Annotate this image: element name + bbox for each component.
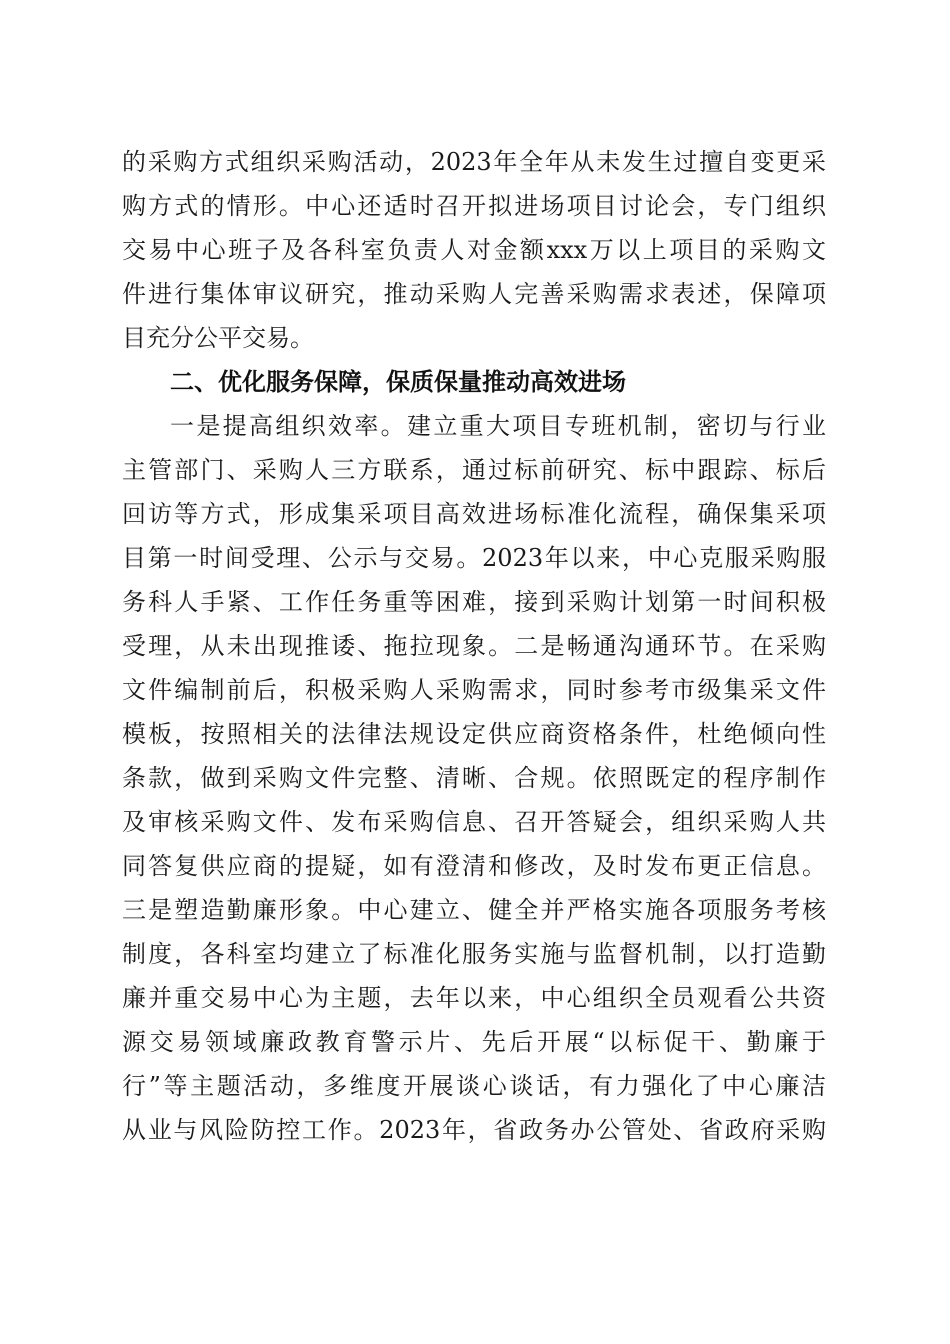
- text-line: 源交易领域廉政教育警示片、先后开展“以标促干、勤廉于: [122, 1028, 826, 1056]
- text-line: 及审核采购文件、发布采购信息、召开答疑会，组织采购人共: [122, 808, 826, 836]
- text-line: 模板，按照相关的法律法规设定供应商资格条件，杜绝倾向性: [122, 720, 826, 748]
- text-line: 行”等主题活动，多维度开展谈心谈话，有力强化了中心廉洁: [122, 1072, 826, 1100]
- text-line: 件进行集体审议研究，推动采购人完善采购需求表述，保障项: [122, 280, 826, 308]
- text-line: 从业与风险防控工作。2023年，省政务办公管处、省政府采购: [122, 1116, 826, 1144]
- text-line: 同答复供应商的提疑，如有澄清和修改，及时发布更正信息。: [122, 852, 826, 880]
- text-line: 三是塑造勤廉形象。中心建立、健全并严格实施各项服务考核: [122, 896, 826, 924]
- text-line: 制度，各科室均建立了标准化服务实施与监督机制，以打造勤: [122, 940, 826, 968]
- text-line: 交易中心班子及各科室负责人对金额xxx万以上项目的采购文: [122, 236, 826, 264]
- document-body: [122, 140, 826, 1152]
- section-heading: 二、优化服务保障，保质保量推动高效进场: [170, 368, 626, 396]
- paragraph-service-guarantee: [122, 404, 826, 1152]
- paragraph-continuation: [122, 140, 826, 360]
- text-line: 受理，从未出现推诿、拖拉现象。二是畅通沟通环节。在采购: [122, 632, 826, 660]
- text-line: 一是提高组织效率。建立重大项目专班机制，密切与行业: [170, 412, 826, 440]
- text-line: 廉并重交易中心为主题，去年以来，中心组织全员观看公共资: [122, 984, 826, 1012]
- text-line: 回访等方式，形成集采项目高效进场标准化流程，确保集采项: [122, 500, 826, 528]
- text-line: 务科人手紧、工作任务重等困难，接到采购计划第一时间积极: [122, 588, 826, 616]
- text-line: 目第一时间受理、公示与交易。2023年以来，中心克服采购服: [122, 544, 826, 572]
- text-line: 主管部门、采购人三方联系，通过标前研究、标中跟踪、标后: [122, 456, 826, 484]
- text-line: 的采购方式组织采购活动，2023年全年从未发生过擅自变更采: [122, 148, 826, 176]
- text-line: 购方式的情形。中心还适时召开拟进场项目讨论会，专门组织: [122, 192, 826, 220]
- text-line: 目充分公平交易。: [122, 324, 314, 352]
- text-line: 文件编制前后，积极采购人采购需求，同时参考市级集采文件: [122, 676, 826, 704]
- text-line: 条款，做到采购文件完整、清晰、合规。依照既定的程序制作: [122, 764, 826, 792]
